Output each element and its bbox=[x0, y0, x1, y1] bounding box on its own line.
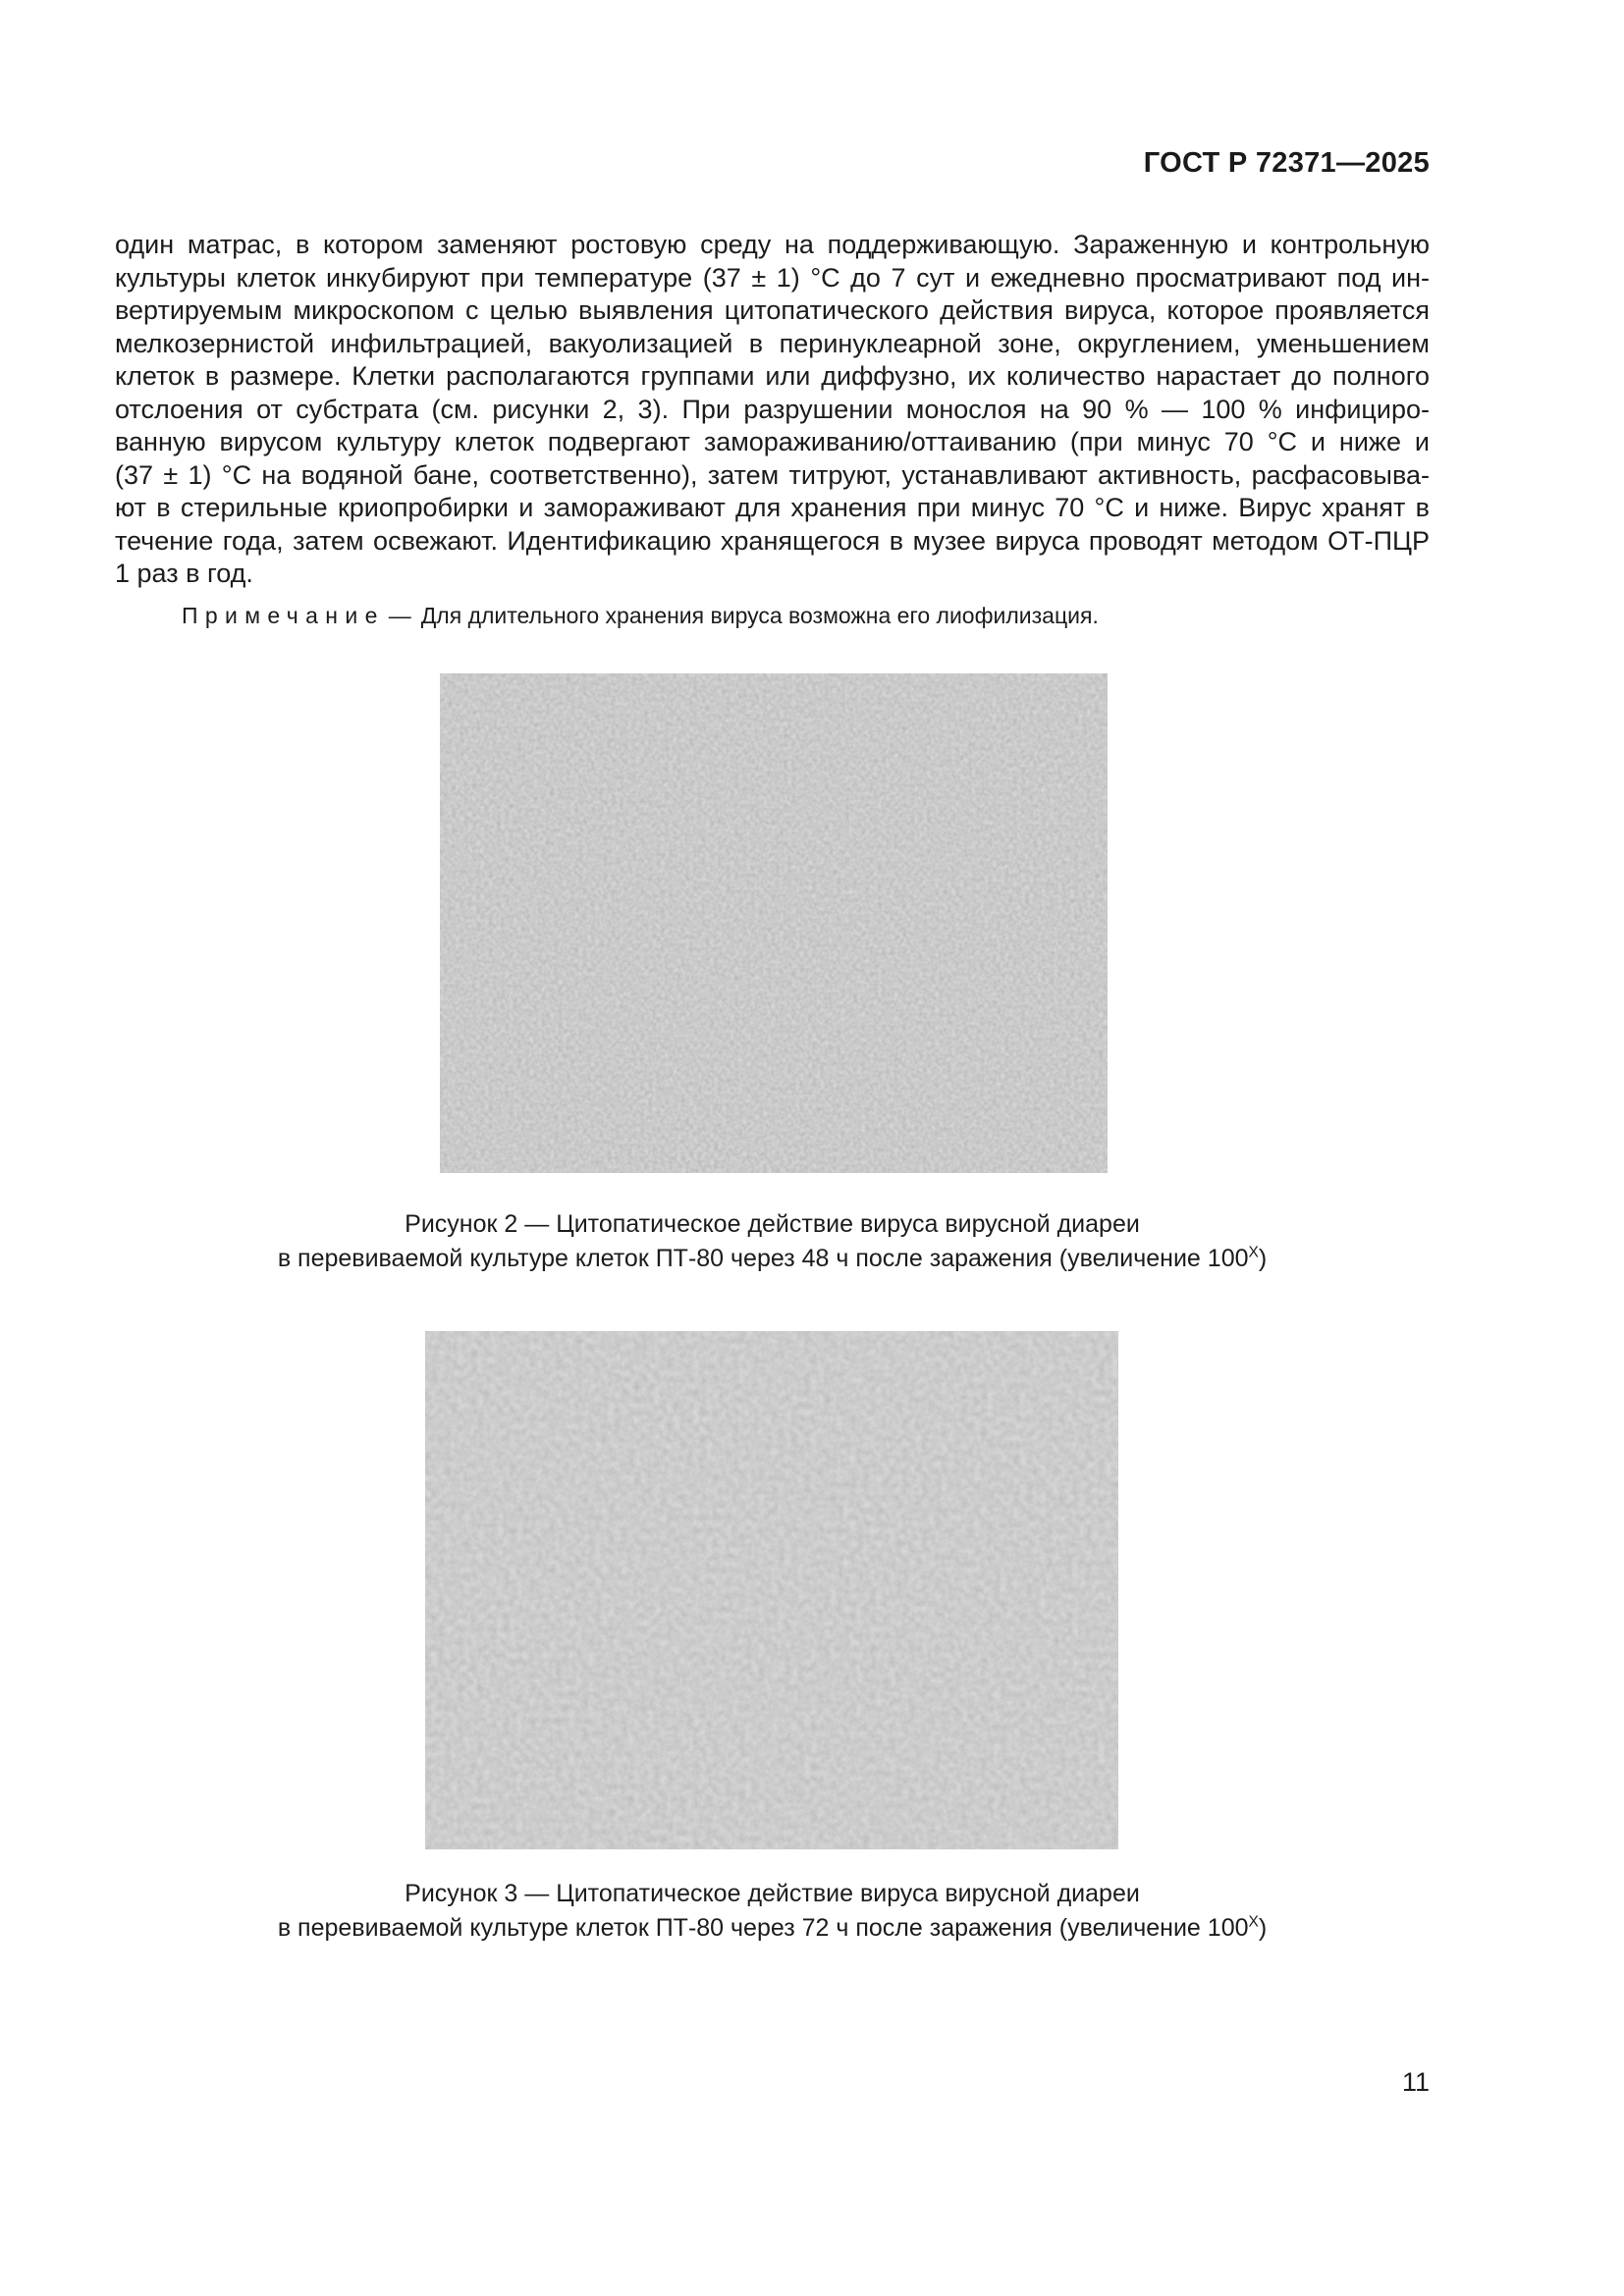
paragraph-line: отслоения от субстрата (см. рисунки 2, 3). При разрушении монослоя на 90 % — 100 % инфициро- bbox=[115, 394, 1430, 424]
paragraph-line: 1 раз в год. bbox=[115, 559, 253, 588]
standard-designation-header: ГОСТ Р 72371—2025 bbox=[1143, 147, 1430, 179]
figure-3-caption-line1: Рисунок 3 — Цитопатическое действие вируса вирусной диареи bbox=[405, 1880, 1140, 1907]
paragraph-line: течение года, затем освежают. Идентификацию хранящегося в музее вируса проводят методом ОТ-ПЦР bbox=[115, 525, 1430, 556]
paragraph-line: ют в стерильные криопробирки и замораживают для хранения при минус 70 °С и ниже. Вирус хранят в bbox=[115, 493, 1430, 522]
figure-2-caption bbox=[115, 1207, 1430, 1276]
body-paragraph bbox=[115, 229, 1430, 591]
figure-3-micrograph bbox=[425, 1331, 1118, 1849]
page-number: 11 bbox=[1401, 2067, 1430, 2097]
figure-2-caption-line2: в перевиваемой культуре клеток ПТ-80 через 48 ч после заражения (увеличение $100^Х$) bbox=[277, 1244, 1268, 1272]
note-dash: — bbox=[388, 603, 411, 628]
paragraph-line: вертируемым микроскопом с целью выявления цитопатического действия вируса, которое проявляется bbox=[115, 295, 1430, 325]
micrograph-texture bbox=[425, 1331, 1118, 1849]
figure-2-micrograph bbox=[440, 673, 1108, 1173]
paragraph-line: мелкозернистой инфильтрацией, вакуолизацией в перинуклеарной зоне, округлением, уменьшением bbox=[115, 328, 1430, 358]
paragraph-line: ванную вирусом культуру клеток подвергают замораживанию/оттаиванию (при минус 70 °С и ниже и bbox=[115, 427, 1430, 456]
magnification-superscript: Х bbox=[1248, 1913, 1259, 1931]
note bbox=[115, 601, 1430, 630]
figure-2-caption-line1: Рисунок 2 — Цитопатическое действие вируса вирусной диареи bbox=[405, 1210, 1140, 1238]
figure-3-caption-line2: в перевиваемой культуре клеток ПТ-80 через 72 ч после заражения (увеличение $100^Х$) bbox=[277, 1913, 1268, 1942]
figure-3-caption bbox=[115, 1877, 1430, 1946]
paragraph-line: (37 ± 1) °С на водяной бане, соответственно), затем титруют, устанавливают активность, расфасовыва- bbox=[115, 459, 1430, 490]
paragraph-line: культуры клеток инкубируют при температуре (37 ± 1) °С до 7 сут и ежедневно просматривают под ин- bbox=[115, 262, 1430, 293]
paragraph-line: клеток в размере. Клетки располагаются группами или диффузно, их количество нарастает до полного bbox=[115, 361, 1430, 391]
paragraph-line: один матрас, в котором заменяют ростовую среду на поддерживающую. Зараженную и контрольную bbox=[115, 230, 1430, 259]
note-text: Для длительного хранения вируса возможна его лиофилизация. bbox=[420, 603, 1099, 628]
magnification-superscript: Х bbox=[1248, 1244, 1259, 1261]
micrograph-texture bbox=[440, 673, 1108, 1173]
note-label: Примечание bbox=[182, 603, 385, 628]
